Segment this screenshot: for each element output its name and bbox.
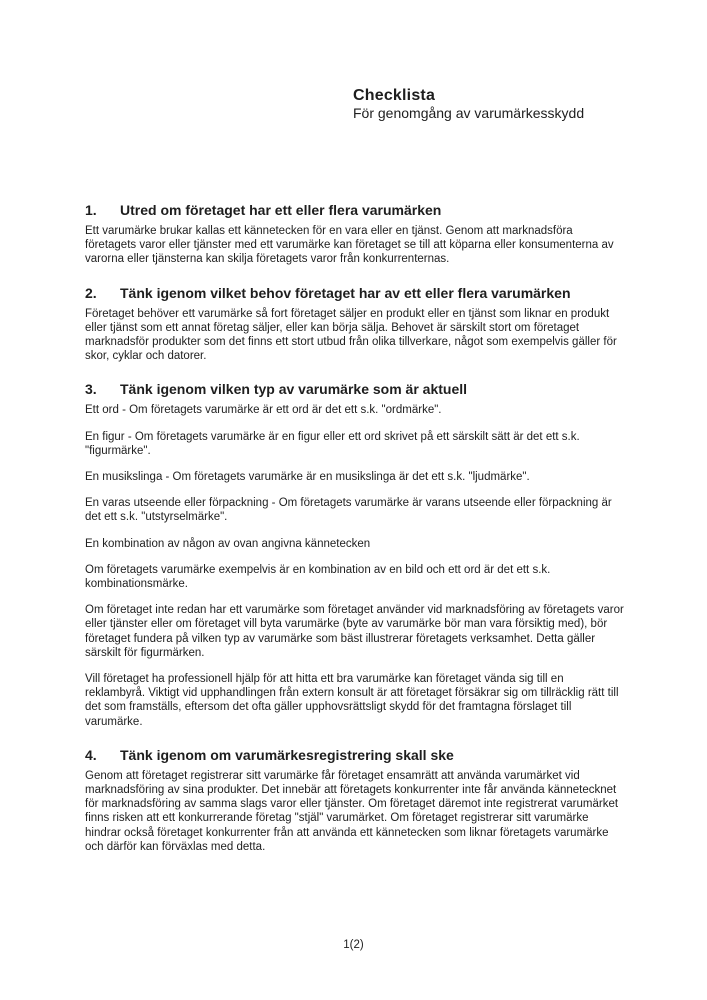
- document-subtitle: För genomgång av varumärkesskydd: [353, 105, 585, 121]
- section-4: [85, 747, 625, 854]
- section-heading-text: Tänk igenom om varumärkesregistrering skall ske: [120, 746, 454, 763]
- section-number: 1.: [85, 202, 97, 218]
- section-heading-text: Utred om företaget har ett eller flera varumärken: [120, 202, 442, 218]
- paragraph: En kombination av någon av ovan angivna kännetecken: [85, 537, 371, 550]
- document-header: [353, 86, 584, 122]
- paragraph: Ett ord - Om företagets varumärke är ett ord är det ett s.k. "ordmärke".: [85, 404, 442, 417]
- paragraph: Vill företaget ha professionell hjälp för att hitta ett bra varumärke kan företaget vända sig till en reklambyrå. Viktigt vid upphandlingen från extern konsult är att företaget försäkrar sig om tillräcklig rätt till det som framställs, eftersom det ofta gäller upphovsrättsligt skydd för det framtagna förslaget till varumärke.: [85, 673, 619, 728]
- paragraph: Ett varumärke brukar kallas ett kännetecken för en vara eller en tjänst. Genom att marknadsföra företagets varor eller tjänster med ett varumärke kan företaget se till att köparna eller konsumenterna av varorna eller tjänsterna kan skilja företagets varor från konkurrenternas.: [85, 225, 614, 266]
- section-heading-text: Tänk igenom vilken typ av varumärke som är aktuell: [120, 381, 468, 398]
- section-1: [85, 202, 625, 267]
- paragraph: En figur - Om företagets varumärke är en figur eller ett ord skrivet på ett särskilt sätt är det ett s.k. "figurmärke".: [85, 430, 580, 457]
- paragraph: Om företaget inte redan har ett varumärke som företaget använder vid marknadsföring av företagets varor eller tjänster eller om företaget vill byta varumärke (byte av varumärke bör man vara försiktig med), bör företaget fundera på vilken typ av varumärke som bäst illustrerar företagets verksamhet. Detta gäller särskilt för figurmärken.: [85, 604, 624, 659]
- section-3: [85, 381, 625, 728]
- paragraph: Om företagets varumärke exempelvis är en kombination av en bild och ett ord är det ett s.k. kombinationsmärke.: [85, 563, 551, 591]
- paragraph: Företaget behöver ett varumärke så fort företaget säljer en produkt eller en tjänst som liknar en produkt eller tjänst som ett annat företag säljer, eller kan börja sälja. Behovet är särskilt stort om företaget marknadsför produkter som det finns ett stort utbud från olika tillverkare, något som exempelvis gäller för skor, cyklar och datorer.: [85, 307, 617, 363]
- paragraph: Genom att företaget registrerar sitt varumärke får företaget ensamrätt att använda varumärket vid marknadsföring av sina produkter. Det innebär att företagets konkurrenter inte får använda kännetecknet för marknadsföring av samma slags varor eller tjänster. Om företaget däremot inte registrerat varumärket finns risken att ett konkurrerande företag "stjäl" varumärket. Om företaget registrerar sitt varumärke hindrar också företaget konkurrenter från att använda ett kännetecken som liknar företagets varumärke och därför kan förväxlas med detta.: [85, 769, 619, 853]
- section-2: [85, 285, 625, 364]
- document-body: [85, 202, 625, 854]
- section-heading-text: Tänk igenom vilket behov företaget har av ett eller flera varumärken: [120, 284, 571, 301]
- page-number: 1(2): [343, 939, 364, 951]
- section-2-heading: [85, 285, 625, 301]
- paragraph: En varas utseende eller förpackning - Om företagets varumärke är varans utseende eller förpackning är det ett s.k. "utstyrselmärke".: [85, 497, 612, 524]
- section-3-heading: [85, 381, 625, 397]
- document-title: Checklista: [353, 87, 436, 104]
- section-number: 2.: [85, 284, 97, 301]
- page-footer: [0, 938, 707, 952]
- section-4-heading: [85, 747, 625, 763]
- section-number: 4.: [85, 746, 97, 763]
- section-number: 3.: [85, 381, 97, 398]
- section-1-heading: [85, 202, 625, 218]
- paragraph: En musikslinga - Om företagets varumärke är en musikslinga är det ett s.k. "ljudmärke".: [85, 471, 530, 484]
